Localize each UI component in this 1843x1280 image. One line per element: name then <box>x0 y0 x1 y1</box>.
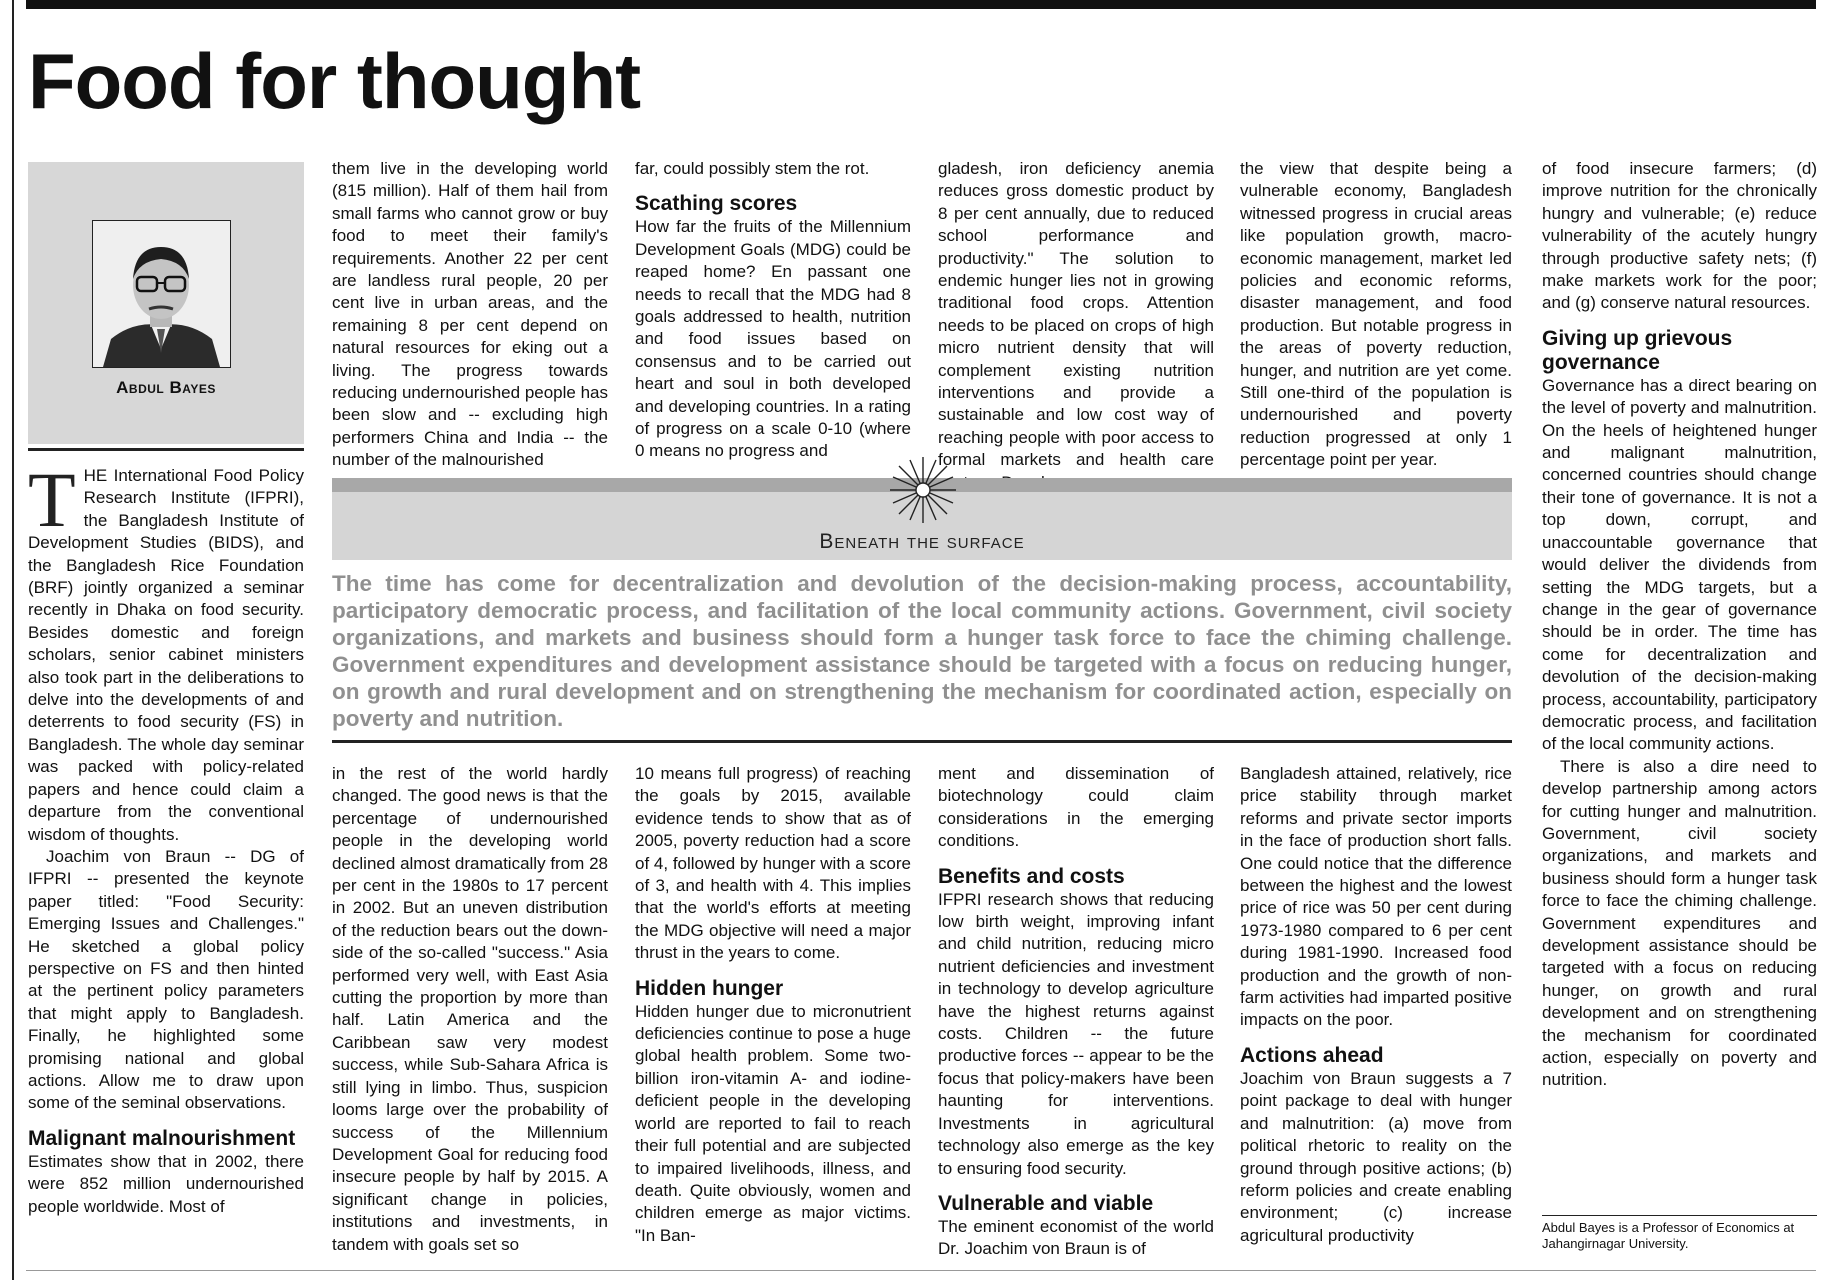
author-box <box>28 162 304 444</box>
author-bio: Abdul Bayes is a Professor of Economics at Jahangirnagar University. <box>1542 1215 1817 1252</box>
paragraph: How far the fruits of the Millennium Development Goals (MDG) could be reaped home? En passant one needs to recall that the MDG had 8 goals addressed to health, nutrition and food issues based on consensus and to be carried out heart and soul in both developed and developing countries. In a rating of progress on a scale 0-10 (where 0 means no progress and <box>635 217 911 461</box>
top-border-bar <box>26 0 1816 9</box>
paragraph: Joachim von Braun suggests a 7 point package to deal with hunger and malnutrition: (a) move from political rhetoric to reality on the ground through positive actions; (b) reform policies and create enabling environment; (c) increase agricultural productivity <box>1240 1068 1512 1245</box>
paragraph: Hidden hunger due to micronutrient deficiencies continue to pose a huge global health problem. Some two-billion iron-vitamin A- and iodine-deficient people in the developing world are reported to fail to reach their full potential and are subjected to impaired livelihoods, illness, and death. Quite obviously, women and children emerge as major victims. "In Ban- <box>635 1001 911 1245</box>
column-4-top <box>938 158 1214 474</box>
column-5-bottom <box>1240 763 1512 1265</box>
paragraph: the view that despite being a vulnerable economy, Bangladesh witnessed progress in crucial areas like population growth, macro-economic management, market led policies and economic reforms, disaster management, and food production. But notable progress in the areas of poverty reduction, hunger, and nutrition are yet come. Still one-third of the population is undernourished and poverty reduction progressed at only 1 percentage point per year. <box>1240 159 1512 470</box>
pull-quote-rule <box>332 740 1512 743</box>
intro-paragraph <box>28 456 304 846</box>
bottom-rule <box>26 1270 1816 1271</box>
paragraph: Bangladesh attained, relatively, rice price stability through market reforms and private sector imports in the face of production short falls. One could notice that the difference between the highest and the lowest price of rice was 50 per cent during 1973-1980 compared to 6 per cent during 1981-1990. Increased food production and the growth of non-farm activities had imparted positive impacts on the poor. <box>1240 764 1512 1030</box>
column-1 <box>28 456 304 1265</box>
column-2-bottom <box>332 763 608 1265</box>
starburst-icon <box>888 455 958 525</box>
paragraph: of food insecure farmers; (d) improve nutrition for the chronically hungry and vulnerable; (e) reduce vulnerability of the acutely hungry through productive safety nets; (f) make markets work for the poor; and (g) conserve natural resources. <box>1542 159 1817 313</box>
paragraph: in the rest of the world hardly changed. The good news is that the percentage of undernourished people in the developing world declined almost dramatically from 28 per cent in the 1980s to 17 percent in 2002. But an uneven distribution of the reduction bears out the down-side of the so-called "success." Asia performed very well, with East Asia cutting the proportion by more than half. Latin America and the Caribbean saw very modest success, while Sub-Sahara Africa is still lying in limbo. Thus, suspicion looms large over the probability of success of the Millennium Development Goal for reducing food insecure people by half by 2015. A significant change in policies, institutions and investments, in tandem with goals set so <box>332 764 608 1254</box>
paragraph: Estimates show that in 2002, there were 852 million undernourished people worldwide. Most of <box>28 1151 304 1216</box>
callout-label: Beneath the surface <box>819 530 1025 553</box>
paragraph: Governance has a direct bearing on the level of poverty and malnutrition. On the heels of heightened hunger and malignant malnutrition, concerned countries should change their tone of governance. It is not a top down, corrupt, and unaccountable governance that would deliver the dividends from setting the MDG targets, but a change in the gear of governance should be in order. The time has come for decentralization and devolution of the decision-making process, accountability, participatory democratic process, and facilitation of the local community actions. <box>1542 375 1817 754</box>
author-rule <box>28 448 304 451</box>
paragraph: Joachim von Braun -- DG of IFPRI -- presented the keynote paper titled: "Food Security: Emerging Issues and Challenges." He sketched a global policy perspective on FS and then hinted at the pertinent policy parameters that might apply to Bangladesh. Finally, he highlighted some promising national and global actions. Allow me to draw upon some of the seminal observations. <box>28 846 304 1113</box>
author-name: Abdul Bayes <box>116 378 216 397</box>
paragraph: ment and dissemination of biotechnology could claim considerations in the emerging conditions. <box>938 764 1214 851</box>
paragraph: far, could possibly stem the rot. <box>635 159 870 178</box>
left-border-rule <box>12 0 14 1280</box>
paragraph: them live in the developing world (815 million). Half of them hail from small farms who cannot grow or buy food to meet their family's requirements. Another 22 per cent are landless rural people, 20 per cent live in urban areas, and the remaining 8 per cent depend on natural resources for eking out a living. The progress towards reducing undernourished people has been slow and -- excluding high performers China and India -- the number of the malnourished <box>332 159 608 470</box>
author-photo <box>92 220 231 368</box>
subhead-hidden: Hidden hunger <box>635 976 784 1000</box>
subhead-governance: Giving up grievous governance <box>1542 326 1733 374</box>
column-5-top <box>1240 158 1512 474</box>
column-6 <box>1542 158 1817 1208</box>
headline: Food for thought <box>28 37 641 125</box>
intro-text: HE International Food Policy Research Institute (IFPRI), the Bangladesh Institute of Development Studies (BIDS), and the Bangladesh Rice Foundation (BRF) jointly organized a seminar recently in Dhaka on food security. Besides domestic and foreign scholars, senior cabinet ministers also took part in the deliberations to delve into the developments of and deterrents to food security (FS) in Bangladesh. The whole day seminar was packed with policy-related papers and hence could claim a departure from the conventional wisdom of thoughts. <box>28 466 304 844</box>
subhead-vulnerable: Vulnerable and viable <box>938 1191 1154 1215</box>
subhead-benefits: Benefits and costs <box>938 864 1125 888</box>
column-2-top <box>332 158 608 474</box>
paragraph: IFPRI research shows that reducing low birth weight, improving infant and child nutrition, reducing micro nutrient deficiencies and investment in technology to develop agriculture have the highest returns against costs. Children -- the future productive forces -- appear to be the focus that policy-makers have been haunting for interventions. Investments in agricultural technology also emerge as the key to ensuring food security. <box>938 889 1214 1178</box>
column-3-bottom <box>635 763 911 1265</box>
pull-quote: The time has come for decentralization and devolution of the decision-making process, accountability, participatory democratic process, and facilitation of the local community actions. Government, civil society organizations, and markets and business should form a hunger task force to face the chiming challenge. Government expenditures and development assistance should be targeted with a focus on reducing hunger, on growth and rural development and on strengthening the mechanism for coordinated action, especially on poverty and nutrition. <box>332 571 1512 731</box>
column-3-top <box>635 158 911 474</box>
paragraph: There is also a dire need to develop partnership among actors for cutting hunger and malnutrition. Government, civil society organizations, and markets and business should form a hunger task force to face the chiming challenge. Government expenditures and development assistance should be targeted with a focus on reducing hunger, on growth and rural development and on strengthening the mechanism for coordinated action, especially on poverty and nutrition. <box>1542 756 1817 1090</box>
column-4-bottom <box>938 763 1214 1265</box>
author-portrait-icon <box>93 221 230 367</box>
subhead-actions: Actions ahead <box>1240 1043 1384 1067</box>
subhead-malignant: Malignant malnourishment <box>28 1126 296 1150</box>
paragraph: gladesh, iron deficiency anemia reduces gross domestic product by 8 per cent annually, due to reduced school performance and productivity." The solution to endemic hunger lies not in growing traditional food crops. Attention needs to be placed on crops of high micro nutrient density that will complement existing nutrition interventions and provide a sustainable and low cost way of reaching people with poor access to formal markets and health care <box>938 159 1214 470</box>
paragraph: The eminent economist of the world Dr. Joachim von Braun is of <box>938 1216 1214 1259</box>
paragraph: 10 means full progress) of reaching the goals by 2015, available evidence tends to show that as of 2005, poverty reduction had a score of 4, followed by hunger with a score of 3, and health with 4. This implies that the world's efforts at meeting the MDG objective will need a major thrust in the years to come. <box>635 764 911 963</box>
drop-cap: T <box>28 456 76 543</box>
subhead-scathing: Scathing scores <box>635 192 798 216</box>
